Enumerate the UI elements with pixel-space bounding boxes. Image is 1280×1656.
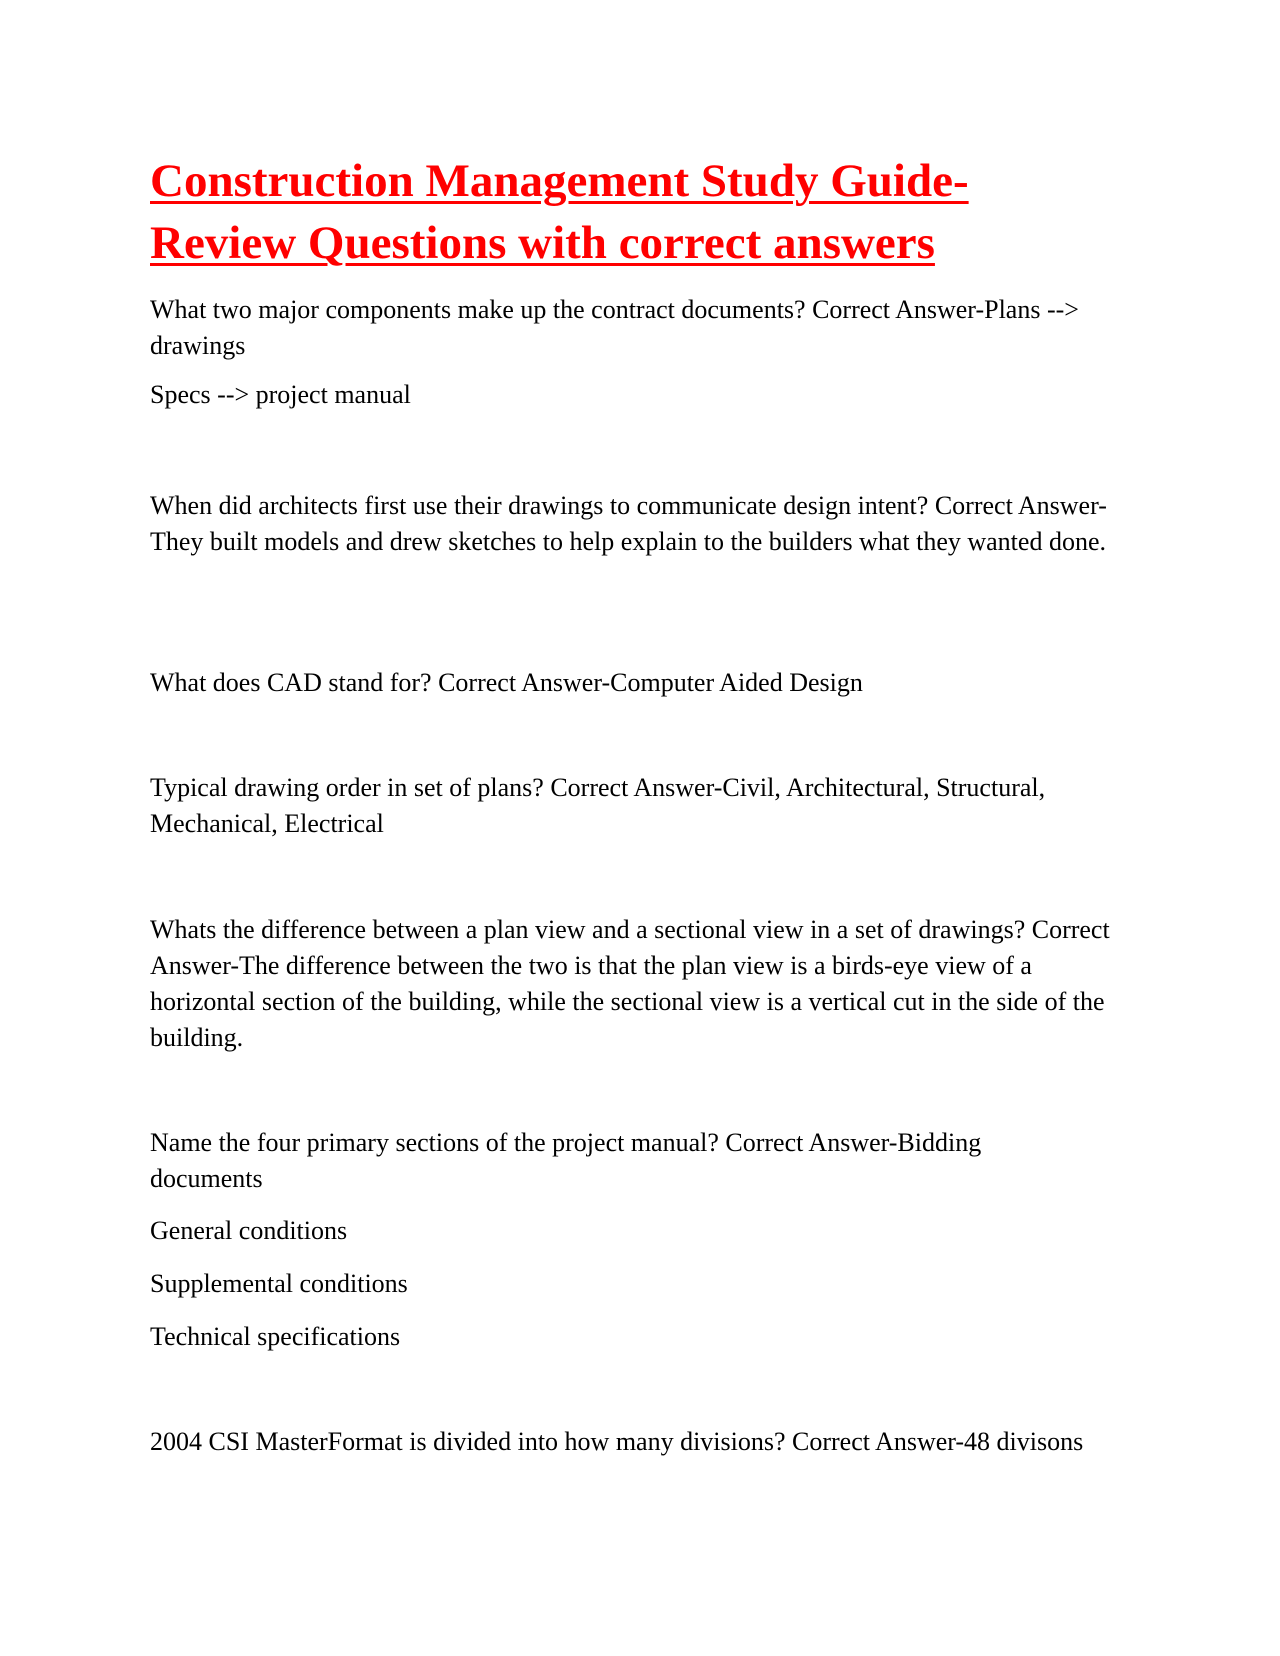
- question-contract-documents: What two major components make up the contract documents? Correct Answer-Plans --> drawings: [150, 295, 1079, 360]
- title-line-2: Review Questions with correct answers: [150, 217, 935, 269]
- question-drawing-order: Typical drawing order in set of plans? Correct Answer-Civil, Architectural, Structural, Mechanical, Electrical: [150, 773, 1046, 838]
- answer-specs-line: Specs --> project manual: [150, 380, 411, 409]
- question-cad: What does CAD stand for? Correct Answer-Computer Aided Design: [150, 668, 863, 697]
- answer-supplemental-conditions: Supplemental conditions: [150, 1269, 408, 1298]
- question-project-manual: Name the four primary sections of the project manual? Correct Answer-Bidding documents: [150, 1128, 982, 1193]
- title-line-1: Construction Management Study Guide-: [150, 155, 969, 207]
- question-masterformat: 2004 CSI MasterFormat is divided into how many divisions? Correct Answer-48 divisons: [150, 1427, 1084, 1456]
- document-title: [150, 150, 1130, 274]
- answer-general-conditions: General conditions: [150, 1216, 348, 1245]
- question-plan-vs-section: Whats the difference between a plan view and a sectional view in a set of drawings? Correct Answer-The difference between the two is that the plan view is a birds-eye view of a horizontal section of the building, while the sectional view is a vertical cut in the side of the building.: [150, 915, 1110, 1052]
- answer-technical-specifications: Technical specifications: [150, 1322, 401, 1351]
- question-design-intent: When did architects first use their drawings to communicate design intent? Correct Answer-They built models and drew sketches to help explain to the builders what they wanted done.: [150, 491, 1107, 556]
